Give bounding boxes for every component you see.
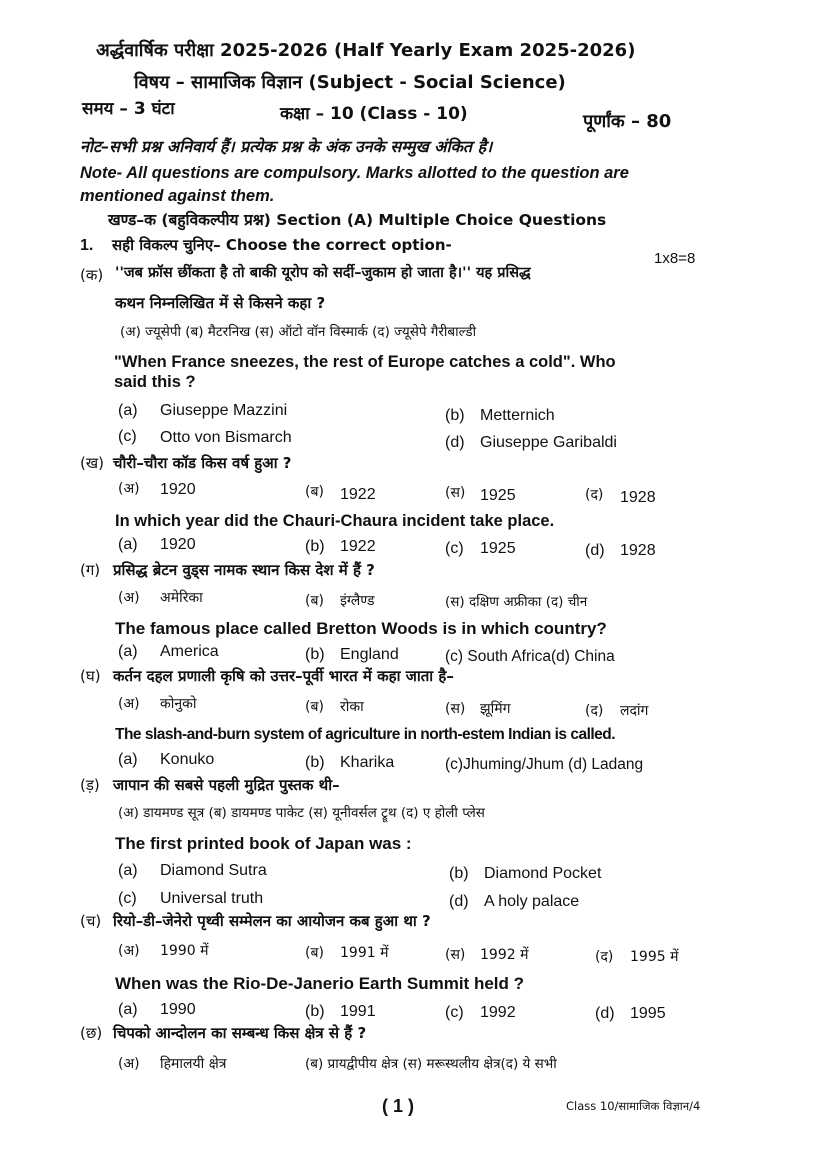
option-text: 1995 में: [630, 949, 679, 965]
qe-hindi-options: (अ) डायमण्ड सूत्र (ब) डायमण्ड पाकेट (स) यूनीवर्सल ट्रूथ (द) ए होली प्लेस: [118, 805, 485, 821]
option-text: 1925: [480, 487, 516, 504]
option-text: 1990 में: [160, 943, 209, 959]
qa-english-line-2: said this ?: [114, 373, 196, 391]
exam-class: कक्षा – 10 (Class - 10): [280, 104, 468, 124]
option-label: (द): [595, 949, 614, 965]
option-label: (c): [445, 540, 464, 557]
note-english-line-2: mentioned against them.: [80, 187, 275, 205]
option-label: (b): [305, 538, 325, 555]
option-text: England: [340, 646, 399, 663]
option-text: लदांग: [620, 703, 649, 719]
qa-english-line-1: "When France sneezes, the rest of Europe catches a cold". Who: [114, 353, 616, 371]
option-text: हिमालयी क्षेत्र: [160, 1056, 227, 1072]
option-label: (a): [118, 643, 138, 660]
option-text: Metternich: [480, 407, 555, 424]
sub-question-label: (ख): [80, 454, 104, 472]
qc-english: The famous place called Bretton Woods is in which country?: [115, 619, 607, 638]
option-label: (a): [118, 1001, 138, 1018]
option-label: (d): [585, 542, 605, 559]
option-label: (ब): [305, 593, 324, 609]
option-label: (d): [449, 893, 469, 910]
option-label: (स): [445, 485, 466, 501]
option-text: Diamond Pocket: [484, 865, 602, 882]
option-label: (द): [585, 487, 604, 503]
option-text: America: [160, 643, 219, 660]
sub-question-label: (ड़): [80, 776, 100, 794]
qd-english: The slash-and-burn system of agriculture in north-estem Indian is called.: [115, 726, 616, 743]
option-text: 1920: [160, 536, 196, 553]
qa-hindi-line-2: कथन निम्नलिखित में से किसने कहा ?: [115, 294, 326, 312]
qc-hindi: प्रसिद्ध ब्रेटन वुड्स नामक स्थान किस देश में हैं ?: [113, 561, 375, 579]
option-text: Otto von Bismarch: [160, 429, 292, 446]
option-text: 1920: [160, 481, 196, 498]
qf-hindi: रियो–डी–जेनेरो पृथ्वी सम्मेलन का आयोजन कब हुआ था ?: [113, 912, 431, 930]
option-label: (a): [118, 862, 138, 879]
option-label: (ब): [305, 945, 324, 961]
option-text: 1995: [630, 1005, 666, 1022]
option-label: (a): [118, 751, 138, 768]
paper-code: Class 10/सामाजिक विज्ञान/4: [566, 1099, 701, 1113]
option-label: (c): [445, 1004, 464, 1021]
option-text: 1991 में: [340, 945, 389, 961]
option-pair-text: (c) South Africa(d) China: [445, 648, 615, 665]
qe-hindi: जापान की सबसे पहली मुद्रित पुस्तक थी–: [113, 776, 340, 794]
option-text: Universal truth: [160, 890, 264, 907]
note-english-line-1: Note- All questions are compulsory. Marks allotted to the question are: [80, 164, 629, 182]
option-text: 1991: [340, 1003, 376, 1020]
option-text: 1928: [620, 489, 656, 506]
question-marks: 1x8=8: [654, 250, 696, 267]
qf-english: When was the Rio-De-Janerio Earth Summit held ?: [115, 974, 524, 993]
option-text: 1925: [480, 540, 516, 557]
option-label: (c): [118, 428, 137, 445]
subject-line: विषय – सामाजिक विज्ञान (Subject - Social Science): [134, 72, 566, 93]
option-label: (अ): [118, 696, 140, 712]
max-marks: पूर्णांक – 80: [583, 111, 672, 132]
option-label: (स): [445, 947, 466, 963]
option-text: 1928: [620, 542, 656, 559]
option-text: Diamond Sutra: [160, 862, 267, 879]
option-text: इंग्लैण्ड: [340, 593, 375, 609]
option-label: (a): [118, 536, 138, 553]
page-number: ( 1 ): [382, 1096, 415, 1116]
option-text: Kharika: [340, 754, 395, 771]
question-instruction: सही विकल्प चुनिए– Choose the correct option-: [112, 236, 452, 254]
option-label: (अ): [118, 1056, 140, 1072]
option-text: कोनुको: [160, 696, 197, 712]
option-text: Giuseppe Garibaldi: [480, 434, 617, 451]
option-label: (b): [305, 754, 325, 771]
sub-question-label: (घ): [80, 667, 101, 685]
option-label: (b): [445, 407, 465, 424]
option-text: 1990: [160, 1001, 196, 1018]
option-text: अमेरिका: [160, 590, 203, 606]
option-label: (ब): [305, 699, 324, 715]
option-label: (अ): [118, 481, 140, 497]
option-pair-text: (स) दक्षिण अफ्रीका (द) चीन: [445, 594, 588, 610]
option-group-text: (ब) प्रायद्वीपीय क्षेत्र (स) मरूस्थलीय क्षेत्र(द) ये सभी: [305, 1056, 557, 1072]
qb-english: In which year did the Chauri-Chaura incident take place.: [115, 512, 555, 530]
option-text: रोका: [340, 699, 364, 715]
option-pair-text: (c)Jhuming/Jhum (d) Ladang: [445, 756, 644, 773]
option-text: Giuseppe Mazzini: [160, 402, 288, 419]
option-label: (ब): [305, 484, 324, 500]
sub-question-label: (ग): [80, 561, 101, 579]
option-text: 1992 में: [480, 947, 529, 963]
option-label: (d): [445, 434, 465, 451]
qa-hindi-line-1: ''जब फ्रॉस छींकता है तो बाकी यूरोप को सर्दी–जुकाम हो जाता है।'' यह प्रसिद्ध: [115, 265, 531, 281]
sub-question-label: (छ): [80, 1024, 103, 1042]
option-text: 1922: [340, 538, 376, 555]
exam-time: समय – 3 घंटा: [82, 99, 175, 119]
qb-hindi: चौरी–चौरा कॉड किस वर्ष हुआ ?: [113, 454, 292, 472]
qg-hindi: चिपको आन्दोलन का सम्बन्ध किस क्षेत्र से हैं ?: [113, 1024, 367, 1042]
option-text: झूमिंग: [480, 701, 511, 717]
option-label: (b): [305, 646, 325, 663]
option-text: A holy palace: [484, 893, 580, 910]
qd-hindi: कर्तन दहल प्रणाली कृषि को उत्तर–पूर्वी भारत में कहा जाता है–: [113, 667, 454, 685]
option-text: 1992: [480, 1004, 516, 1021]
option-label: (a): [118, 402, 138, 419]
option-label: (d): [595, 1005, 615, 1022]
exam-title: अर्द्धवार्षिक परीक्षा 2025-2026 (Half Yearly Exam 2025-2026): [96, 40, 636, 61]
section-a-heading: खण्ड–क (बहुविकल्पीय प्रश्न) Section (A) Multiple Choice Questions: [108, 211, 607, 229]
option-label: (द): [585, 703, 604, 719]
sub-question-label: (च): [80, 912, 102, 930]
option-label: (c): [118, 890, 137, 907]
option-text: Konuko: [160, 751, 215, 768]
option-text: 1922: [340, 486, 376, 503]
note-hindi: नोट–सभी प्रश्न अनिवार्य हैं। प्रत्येक प्रश्न के अंक उनके सम्मुख अंकित है।: [80, 137, 493, 156]
option-label: (अ): [118, 943, 140, 959]
option-label: (b): [305, 1003, 325, 1020]
option-label: (अ): [118, 590, 140, 606]
question-number: 1.: [80, 237, 94, 254]
sub-question-label: (क): [80, 266, 104, 284]
option-label: (b): [449, 865, 469, 882]
qa-hindi-options: (अ) ज्यूसेपी (ब) मैटरनिख (स) ऑटो वॉन विस्मार्क (द) ज्यूसेपे गैरीबाल्डी: [120, 324, 477, 340]
option-label: (स): [445, 701, 466, 717]
qe-english: The first printed book of Japan was :: [115, 834, 412, 853]
